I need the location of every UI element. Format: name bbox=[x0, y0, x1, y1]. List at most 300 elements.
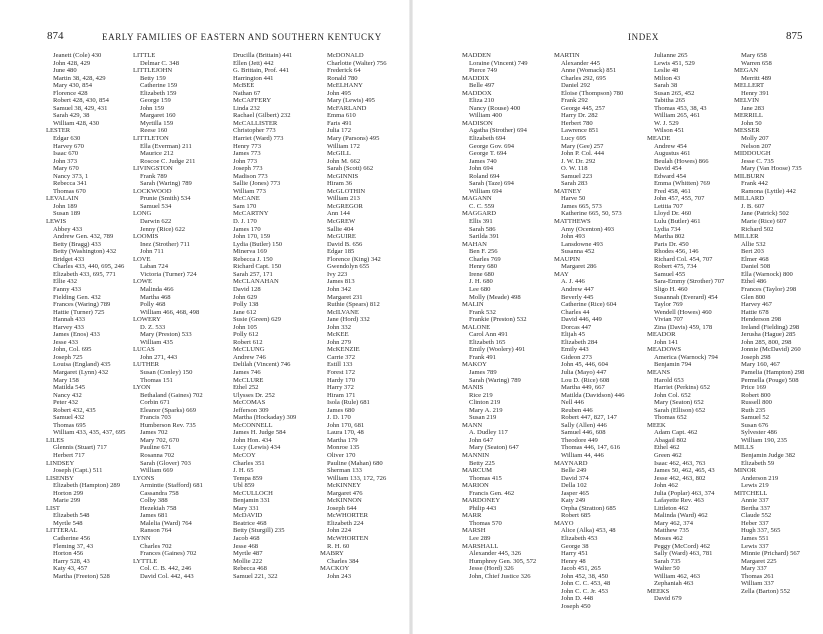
index-entry: Andrew Gen. 432, 789 bbox=[53, 233, 114, 241]
index-entry: Betty 225 bbox=[469, 459, 495, 467]
index-entry: Green 462 bbox=[654, 451, 682, 459]
index-entry: Robert 432, 435 bbox=[53, 406, 96, 414]
index-entry: Edward 454 bbox=[654, 172, 687, 180]
index-entry: Leslie 48 bbox=[654, 67, 679, 75]
running-title-right: INDEX bbox=[628, 32, 659, 42]
index-entry: Lydia (Butler) 150 bbox=[233, 240, 283, 248]
index-entry: William 400 bbox=[469, 112, 502, 120]
index-entry: Malelia (Ward) 764 bbox=[140, 519, 192, 527]
index-entry: Charles 384 bbox=[327, 557, 359, 565]
index-entry: Elizabeth 433, 695, 771 bbox=[53, 270, 116, 278]
index-entry: Julia (Mayo) 447 bbox=[561, 368, 607, 376]
index-entry: Carrie 372 bbox=[327, 353, 356, 361]
index-entry: William 337 bbox=[741, 580, 774, 588]
index-entry: Joseph 298 bbox=[741, 353, 771, 361]
index-surname-heading: LIVINGSTON bbox=[133, 165, 173, 173]
index-entry: Corbin 671 bbox=[140, 399, 170, 407]
index-entry: Rebecca 341 bbox=[53, 180, 87, 188]
index-entry: Martha 802 bbox=[654, 233, 685, 241]
index-entry: Susanna 452 bbox=[561, 248, 595, 256]
index-entry: Mary (Gee) 257 bbox=[561, 142, 604, 150]
index-column bbox=[462, 52, 554, 622]
index-entry: Elijah 45 bbox=[561, 331, 585, 339]
index-entry: America (Warnock) 794 bbox=[654, 353, 718, 361]
index-entry: Wendell (Howes) 460 bbox=[654, 308, 712, 316]
index-entry: Samuel 221, 322 bbox=[233, 572, 278, 580]
index-entry: Henry 680 bbox=[469, 263, 498, 271]
index-entry: Susie (Green) 629 bbox=[233, 316, 281, 324]
index-entry: Estill 133 bbox=[327, 361, 353, 369]
index-entry: John 170, 681 bbox=[327, 421, 365, 429]
index-entry: James 50, 462, 465, 43 bbox=[654, 467, 715, 475]
index-entry: McGREGOR bbox=[327, 202, 363, 210]
index-entry: Pierce 749 bbox=[469, 67, 498, 75]
index-surname-heading: LOOMIS bbox=[133, 233, 159, 241]
index-entry: Mary 430, 854 bbox=[53, 82, 93, 90]
index-entry: John 224 bbox=[327, 527, 351, 535]
index-entry: John M. 662 bbox=[327, 157, 361, 165]
index-entry: Sarah 586 bbox=[469, 225, 496, 233]
index-entry: Littleton 462 bbox=[654, 504, 689, 512]
index-entry: Ella (Warnock) 800 bbox=[741, 270, 793, 278]
index-entry: Elizabeth 59 bbox=[741, 459, 775, 467]
index-surname-heading: MADDIX bbox=[462, 74, 490, 82]
index-entry: Emily (Woolery) 491 bbox=[469, 346, 526, 354]
index-entry: Taylor 769 bbox=[654, 301, 683, 309]
index-entry: Myrtilla 159 bbox=[140, 119, 174, 127]
index-surname-heading: MATNEY bbox=[554, 187, 582, 195]
index-entry: Sligo H. 460 bbox=[654, 285, 688, 293]
index-entry: Margaret 286 bbox=[561, 263, 597, 271]
index-entry: Tabitha 265 bbox=[654, 97, 686, 105]
index-surname-heading: MITCHELL bbox=[734, 489, 768, 497]
index-entry: Alexander 445 bbox=[561, 59, 600, 67]
index-surname-heading: LITTLETON bbox=[133, 135, 169, 143]
index-entry: Jeanett (Cole) 430 bbox=[53, 52, 102, 59]
index-entry: Benjamin 794 bbox=[654, 361, 692, 369]
index-entry: Martha 468 bbox=[140, 293, 171, 301]
index-entry: Warren 658 bbox=[741, 59, 772, 67]
index-entry: John Col. 652 bbox=[654, 391, 691, 399]
index-entry: Andrew 447 bbox=[561, 285, 594, 293]
index-entry: Christopher 773 bbox=[233, 127, 276, 135]
index-entry: John 629 bbox=[233, 293, 257, 301]
index-entry: Price 169 bbox=[741, 384, 767, 392]
index-surname-heading: MARION bbox=[462, 482, 489, 490]
index-column bbox=[647, 52, 737, 622]
index-entry: Ann 144 bbox=[327, 210, 350, 218]
index-entry: James 551 bbox=[741, 535, 769, 542]
index-entry: Anderson 219 bbox=[741, 474, 779, 482]
index-entry: McGLOTHIN bbox=[327, 187, 366, 195]
index-entry: Sherman 133 bbox=[327, 467, 362, 475]
index-entry: Lewis 451, 529 bbox=[654, 59, 695, 67]
index-entry: Francis 703 bbox=[140, 414, 171, 422]
index-entry: Mary (Parsons) 495 bbox=[327, 135, 380, 143]
index-entry: Alexander 445, 326 bbox=[469, 550, 522, 558]
index-entry: Prunie (Smith) 534 bbox=[140, 195, 191, 203]
index-entry: Pauline (Mahan) 680 bbox=[327, 459, 383, 467]
index-surname-heading: MABRY bbox=[320, 550, 344, 558]
index-entry: Samuel 432 bbox=[53, 414, 85, 422]
index-entry: Horton 456 bbox=[53, 550, 84, 558]
index-surname-heading: MAYO bbox=[554, 519, 574, 527]
index-entry: W. J. 529 bbox=[654, 119, 679, 127]
index-entry: A. J. 446 bbox=[561, 278, 585, 286]
index-entry: McELHANY bbox=[327, 82, 363, 90]
index-entry: Carol Ann 491 bbox=[469, 331, 508, 339]
index-entry: Sylvester 486 bbox=[741, 429, 778, 437]
index-entry: Emily 443 bbox=[561, 346, 589, 354]
index-entry: Lewis 337 bbox=[741, 542, 769, 550]
index-entry: Frank 789 bbox=[140, 172, 167, 180]
index-entry: Lucy 695 bbox=[561, 135, 587, 143]
index-entry: Abagail 802 bbox=[654, 436, 687, 444]
index-entry: Sarah 735 bbox=[654, 557, 681, 565]
index-entry: Amy (Ocenton) 493 bbox=[561, 225, 615, 233]
index-entry: Robert 475, 734 bbox=[654, 263, 697, 271]
index-entry: Thomas 652 bbox=[654, 414, 687, 422]
index-entry: Ellis 391 bbox=[469, 218, 493, 226]
index-surname-heading: MEEK bbox=[647, 421, 666, 429]
index-entry: Mary 331 bbox=[233, 504, 259, 512]
index-surname-heading: MACKOY bbox=[320, 565, 350, 573]
index-surname-heading: MERRILL bbox=[734, 112, 763, 120]
index-entry: Catherine 456 bbox=[53, 535, 91, 542]
index-entry: John 279 bbox=[327, 338, 351, 346]
index-entry: Bethaland (Gaines) 702 bbox=[140, 391, 203, 399]
index-entry: William 44, 446 bbox=[561, 451, 604, 459]
index-entry: Sara-Emmy (Strother) 707 bbox=[654, 278, 725, 286]
index-entry: Isaac 462, 463, 763 bbox=[654, 459, 706, 467]
index-entry: Katherine 665, 50, 573 bbox=[561, 210, 622, 218]
index-entry: Moses 462 bbox=[654, 535, 683, 542]
index-surname-heading: MANIS bbox=[462, 384, 484, 392]
index-entry: Col. C. B. 442, 246 bbox=[140, 565, 192, 573]
index-entry: John 141 bbox=[654, 338, 678, 346]
index-entry: James (Enos) 433 bbox=[53, 331, 100, 339]
index-entry: Hugh 337, 565 bbox=[741, 527, 781, 535]
index-entry: Katy 249 bbox=[561, 497, 586, 505]
index-entry: Frederick 64 bbox=[327, 67, 361, 75]
index-entry: Catherine (Rice) 604 bbox=[561, 301, 617, 309]
index-entry: John D. 448 bbox=[561, 595, 594, 603]
index-entry: Frances (Gaines) 702 bbox=[140, 550, 197, 558]
index-entry: Daniel 508 bbox=[741, 263, 771, 271]
index-entry: Zella (Barton) 552 bbox=[741, 587, 791, 595]
index-entry: John 342 bbox=[327, 285, 351, 293]
index-entry: Martha (Hockaday) 309 bbox=[233, 414, 297, 422]
index-entry: Madison 773 bbox=[233, 172, 268, 180]
index-entry: Elizabeth (Hampton) 289 bbox=[53, 482, 121, 490]
index-surname-heading: LITTERAL bbox=[46, 527, 78, 535]
index-entry: McGINNIS bbox=[327, 172, 359, 180]
index-entry: Robert 685 bbox=[561, 512, 591, 520]
index-entry: Jacob 468 bbox=[233, 535, 260, 542]
index-entry: Samuel 446, 608 bbox=[561, 429, 606, 437]
index-entry: Cassandra 758 bbox=[140, 489, 179, 497]
index-entry: Sallie (Jones) 773 bbox=[233, 180, 281, 188]
index-surname-heading: LOVE bbox=[133, 255, 151, 263]
index-entry: John 189 bbox=[53, 202, 77, 210]
index-entry: George 445, 257 bbox=[561, 104, 606, 112]
index-entry: James 813 bbox=[327, 278, 355, 286]
index-entry: Mary 658 bbox=[741, 52, 767, 59]
index-surname-heading: LILES bbox=[46, 436, 64, 444]
index-entry: David 446, 449 bbox=[561, 316, 602, 324]
index-entry: Ellie 432 bbox=[53, 278, 77, 286]
index-entry: George 159 bbox=[140, 97, 171, 105]
index-entry: James 746 bbox=[233, 368, 261, 376]
index-entry: James 740 bbox=[469, 157, 497, 165]
index-entry: John 428, 429 bbox=[53, 59, 91, 67]
index-entry: James 681 bbox=[140, 512, 168, 520]
index-entry: Lansdowne 493 bbox=[561, 240, 603, 248]
index-entry: McGILL bbox=[327, 150, 351, 158]
index-entry: Charles 769 bbox=[469, 255, 501, 263]
index-entry: Oliver 170 bbox=[327, 451, 356, 459]
index-surname-heading: LINDSEY bbox=[46, 459, 75, 467]
index-entry: Susan 219 bbox=[469, 414, 497, 422]
index-entry: Ranson 764 bbox=[140, 527, 172, 535]
index-entry: McCULLOCH bbox=[233, 489, 273, 497]
index-entry: Forest 172 bbox=[327, 368, 356, 376]
index-entry: McCANE bbox=[233, 195, 260, 203]
index-entry: Susan 265, 452 bbox=[654, 89, 695, 97]
index-entry: Jenny (Rice) 622 bbox=[140, 225, 186, 233]
index-entry: Matilda 545 bbox=[53, 384, 86, 392]
index-entry: Mary 702, 670 bbox=[140, 436, 180, 444]
index-entry: Andrew 454 bbox=[654, 142, 687, 150]
index-entry: William 190, 235 bbox=[741, 436, 788, 444]
index-entry: Molly 207 bbox=[741, 135, 769, 143]
index-entry: McGREW bbox=[327, 218, 356, 226]
index-entry: Jane (Hord) 332 bbox=[327, 316, 370, 324]
index-entry: William 773 bbox=[233, 187, 266, 195]
index-entry: Armintie (Stafford) 681 bbox=[140, 482, 203, 490]
index-entry: Beatrice 468 bbox=[233, 519, 267, 527]
index-entry: Myrtle 487 bbox=[233, 550, 263, 558]
index-entry: Ethel 252 bbox=[233, 384, 259, 392]
index-entry: Della 102 bbox=[561, 482, 587, 490]
index-entry: Abbey 433 bbox=[53, 225, 83, 233]
index-entry: Hiram 171 bbox=[327, 391, 356, 399]
index-entry: Nell 446 bbox=[561, 399, 584, 407]
index-entry: William 694 bbox=[469, 187, 502, 195]
index-entry: Susannah (Everard) 454 bbox=[654, 293, 718, 301]
index-entry: Polly 612 bbox=[233, 331, 259, 339]
index-entry: Frank 292 bbox=[561, 97, 588, 105]
index-entry: Orpha (Stratton) 685 bbox=[561, 504, 616, 512]
index-entry: Nancy (Rouse) 400 bbox=[469, 104, 521, 112]
index-entry: Ellen (Jett) 442 bbox=[233, 59, 274, 67]
index-entry: Letitia 707 bbox=[654, 202, 683, 210]
index-entry: McCLUNG bbox=[233, 346, 265, 354]
index-entry: McCONNELL bbox=[233, 421, 273, 429]
index-surname-heading: MAGANN bbox=[462, 195, 492, 203]
index-entry: Richard Capt. 150 bbox=[233, 263, 282, 271]
index-entry: Mary 337 bbox=[741, 565, 767, 573]
index-surname-heading: MAHAN bbox=[462, 240, 487, 248]
index-entry: Frank 442 bbox=[741, 180, 768, 188]
index-entry: Mary (Preston) 533 bbox=[140, 331, 192, 339]
index-entry: Florence (King) 342 bbox=[327, 255, 381, 263]
index-entry: Lawrence 851 bbox=[561, 127, 599, 135]
index-entry: Sarilda 391 bbox=[469, 233, 500, 241]
index-entry: Frances (Taylor) 298 bbox=[741, 285, 797, 293]
index-surname-heading: MAY bbox=[554, 270, 569, 278]
page-number-right: 875 bbox=[786, 30, 803, 42]
index-surname-heading: MILBURN bbox=[734, 172, 765, 180]
index-surname-heading: LYNN bbox=[133, 535, 151, 542]
index-entry: Isola (Rule) 681 bbox=[327, 399, 370, 407]
index-entry: Sarah (Waring) 789 bbox=[469, 376, 521, 384]
index-entry: Vivian 707 bbox=[654, 316, 684, 324]
index-entry: Samuel 52 bbox=[741, 414, 770, 422]
index-entry: John 773 bbox=[233, 157, 257, 165]
index-entry: Horton 299 bbox=[53, 489, 84, 497]
index-entry: Betty (Bragg) 433 bbox=[53, 240, 101, 248]
index-entry: Rebecca J. 150 bbox=[233, 255, 273, 263]
index-column bbox=[554, 52, 646, 622]
index-entry: Molly (Meade) 498 bbox=[469, 293, 521, 301]
index-entry: John 493 bbox=[561, 233, 585, 241]
index-entry: Lloyd Dr. 460 bbox=[654, 210, 692, 218]
index-entry: Ethel 462 bbox=[654, 444, 680, 452]
index-entry: George 38 bbox=[561, 542, 589, 550]
index-entry: Roscoe C. Judge 211 bbox=[140, 157, 196, 165]
index-surname-heading: MILLS bbox=[734, 444, 754, 452]
index-column bbox=[734, 52, 820, 622]
index-entry: Lee 289 bbox=[469, 535, 491, 542]
index-entry: David 128 bbox=[233, 285, 261, 293]
index-entry: Rosanna 702 bbox=[140, 451, 175, 459]
index-entry: Delilah (Vincent) 746 bbox=[233, 361, 291, 369]
index-entry: Hattie (Turner) 725 bbox=[53, 308, 105, 316]
index-entry: Bertha 337 bbox=[741, 504, 771, 512]
index-entry: Elizabeth 548 bbox=[53, 512, 90, 520]
index-entry: Robert 800 bbox=[741, 391, 771, 399]
index-entry: John 45, 446, 604 bbox=[561, 361, 609, 369]
index-entry: John 159 bbox=[140, 104, 164, 112]
index-entry: Samuel 223 bbox=[561, 172, 593, 180]
index-entry: Malinda (Ward) 462 bbox=[654, 512, 708, 520]
index-entry: Ronald 780 bbox=[327, 74, 358, 82]
index-surname-heading: LYONS bbox=[133, 474, 155, 482]
index-surname-heading: LYTTLE bbox=[133, 557, 158, 565]
index-surname-heading: MEADOWS bbox=[647, 346, 682, 354]
index-entry: John 711 bbox=[140, 248, 164, 256]
index-surname-heading: MEEKS bbox=[647, 587, 670, 595]
index-entry: Herbert 717 bbox=[53, 451, 85, 459]
index-surname-heading: MARDONEY bbox=[462, 497, 501, 505]
index-entry: Frank 491 bbox=[469, 353, 496, 361]
index-entry: Catherine 159 bbox=[140, 82, 178, 90]
index-entry: David Col. 442, 443 bbox=[140, 572, 194, 580]
index-entry: Isaac 670 bbox=[53, 150, 79, 158]
index-entry: Theodore 449 bbox=[561, 436, 598, 444]
index-surname-heading: MEADE bbox=[647, 135, 671, 143]
index-entry: Peggy (McCord) 462 bbox=[654, 542, 711, 550]
index-entry: McCOY bbox=[233, 451, 256, 459]
index-entry: Harry Dr. 282 bbox=[561, 112, 598, 120]
index-entry: Mary (Seaton) 652 bbox=[654, 399, 704, 407]
index-entry: Julianne 265 bbox=[654, 52, 688, 59]
index-entry: McDONALD bbox=[327, 52, 364, 59]
index-entry: Thomas 453, 38, 43 bbox=[654, 104, 707, 112]
index-entry: Polly 468 bbox=[140, 301, 166, 309]
index-entry: James H. Judge 584 bbox=[233, 429, 286, 437]
index-entry: G. Brittain, Prof. 441 bbox=[233, 67, 290, 75]
index-entry: Elizabeth 159 bbox=[140, 89, 177, 97]
index-entry: Jane 283 bbox=[741, 104, 765, 112]
index-entry: Myrtle 548 bbox=[53, 519, 83, 527]
index-entry: McKINNEY bbox=[327, 482, 362, 490]
index-entry: Harriet (Ward) 773 bbox=[233, 135, 284, 143]
index-surname-heading: MELVIN bbox=[734, 97, 760, 105]
index-surname-heading: MINOR bbox=[734, 467, 756, 475]
index-entry: Lydia 734 bbox=[654, 225, 681, 233]
index-entry: Susan (Conley) 150 bbox=[140, 368, 193, 376]
index-surname-heading: LOCKWOOD bbox=[133, 187, 172, 195]
index-entry: John 332 bbox=[327, 323, 351, 331]
index-entry: John 452, 38, 450 bbox=[561, 572, 609, 580]
index-entry: Ramona (Lyttle) 442 bbox=[741, 187, 796, 195]
index-entry: Katy 43, 457 bbox=[53, 565, 88, 573]
index-entry: Linda 232 bbox=[233, 104, 260, 112]
index-entry: Mary (Van Hoose) 735 bbox=[741, 165, 802, 173]
index-entry: Mary (Seaton) 647 bbox=[469, 444, 519, 452]
index-entry: Charles 44 bbox=[561, 308, 590, 316]
index-entry: John, Col. 695 bbox=[53, 346, 92, 354]
index-column bbox=[46, 52, 132, 622]
index-entry: Reuben 446 bbox=[561, 406, 593, 414]
index-entry: Marie 299 bbox=[53, 497, 81, 505]
index-entry: Robert 447, 827, 147 bbox=[561, 414, 617, 422]
index-entry: Betty (Washington) 432 bbox=[53, 248, 117, 256]
index-entry: Harry 451 bbox=[561, 550, 588, 558]
index-entry: Minnie (Prichard) 567 bbox=[741, 550, 800, 558]
index-entry: Belle 497 bbox=[469, 82, 495, 90]
index-entry: Hardy 170 bbox=[327, 376, 356, 384]
index-entry: J. H. 680 bbox=[469, 278, 493, 286]
index-entry: Faris 491 bbox=[327, 119, 352, 127]
index-entry: Ruthie (Spears) 812 bbox=[327, 301, 380, 309]
index-entry: Samuel 38, 429, 431 bbox=[53, 104, 108, 112]
index-surname-heading: LOWE bbox=[133, 278, 153, 286]
index-entry: Peter 432 bbox=[53, 399, 79, 407]
index-entry: Thomas 415 bbox=[469, 474, 502, 482]
index-entry: McCAFFERY bbox=[233, 97, 272, 105]
index-entry: Victoria (Turner) 724 bbox=[140, 270, 197, 278]
index-entry: John 243 bbox=[327, 572, 351, 580]
index-entry: Zephaniah 463 bbox=[654, 580, 694, 588]
index-entry: Benjamin 331 bbox=[233, 497, 271, 505]
index-entry: Polly 138 bbox=[233, 301, 259, 309]
index-surname-heading: MARCUM bbox=[462, 467, 493, 475]
right-page bbox=[412, 0, 823, 634]
index-entry: Walter 50 bbox=[654, 565, 680, 573]
index-surname-heading: MALIN bbox=[462, 301, 484, 309]
index-entry: Frankie (Preston) 532 bbox=[469, 316, 527, 324]
index-entry: Sarah (Scott) 662 bbox=[327, 165, 374, 173]
index-entry: A. Dudley 117 bbox=[469, 429, 508, 437]
index-surname-heading: MEGAN bbox=[734, 67, 759, 75]
index-entry: Philip 443 bbox=[469, 504, 497, 512]
index-entry: Jesse 433 bbox=[53, 338, 79, 346]
index-surname-heading: LUCAS bbox=[133, 346, 155, 354]
index-entry: Sarah (Waring) 789 bbox=[140, 180, 192, 188]
